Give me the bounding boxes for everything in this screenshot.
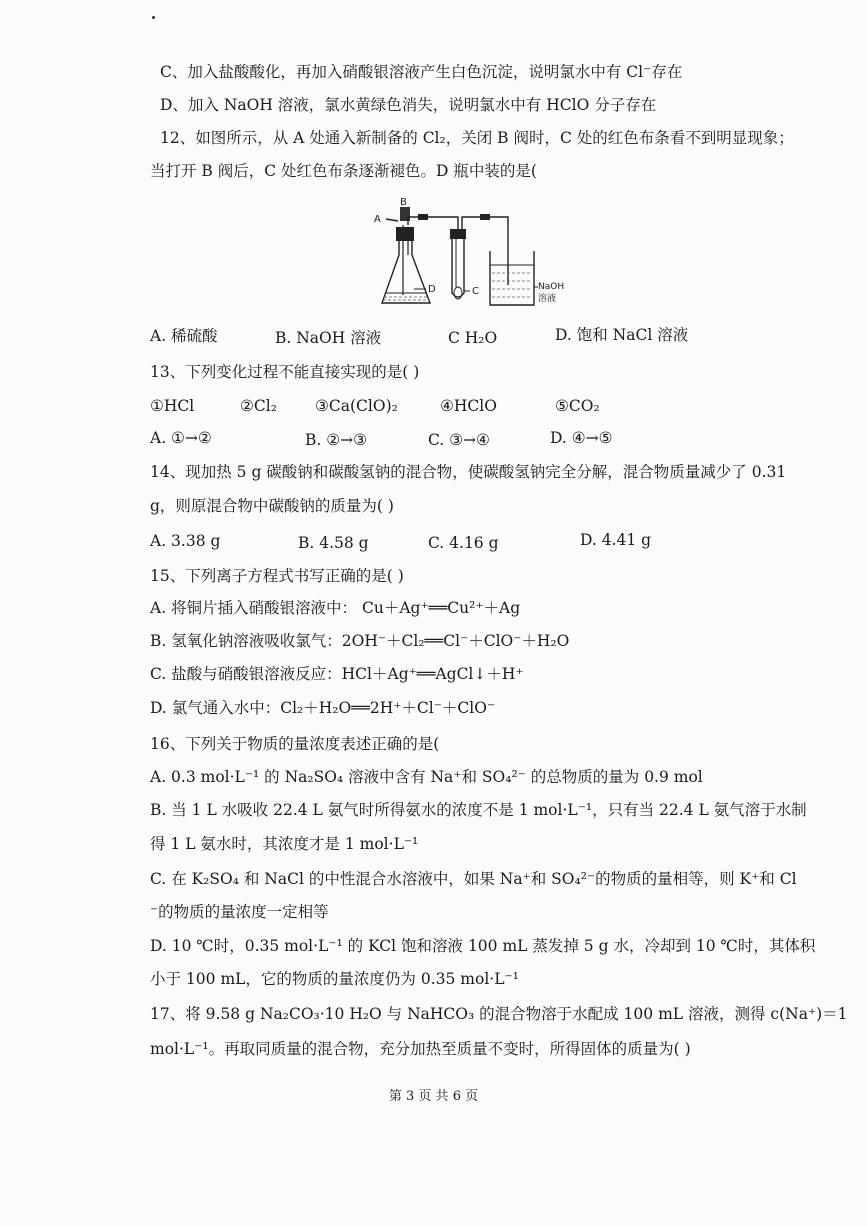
test-tube-c bbox=[452, 239, 464, 297]
q12-option-b: B. NaOH 溶液 bbox=[275, 329, 382, 347]
q11-option-c: C、加入盐酸酸化，再加入硝酸银溶液产生白色沉淀，说明氯水中有 Cl⁻存在 bbox=[160, 63, 683, 81]
test-tube-stopper bbox=[450, 229, 466, 239]
q12-stem-line2: 当打开 B 阀后，C 处红色布条逐渐褪色。D 瓶中装的是( bbox=[150, 162, 537, 180]
connecting-tube-1 bbox=[408, 217, 458, 231]
connecting-tube-2 bbox=[462, 217, 508, 285]
q16-stem: 16、下列关于物质的量浓度表述正确的是( bbox=[150, 735, 440, 753]
q13-option-b: B. ②→③ bbox=[305, 431, 368, 449]
q12-stem-line1: 12、如图所示，从 A 处通入新制备的 Cl₂，关闭 B 阀时，C 处的红色布条看不到明显现象； bbox=[160, 129, 794, 147]
label-solution: 溶液 bbox=[538, 294, 557, 304]
q13-species-3: ③Ca(ClO)₂ bbox=[315, 397, 398, 415]
q13-stem: 13、下列变化过程不能直接实现的是( ) bbox=[150, 363, 420, 381]
q14-stem-line1: 14、现加热 5 g 碳酸钠和碳酸氢钠的混合物，使碳酸氢钠完全分解，混合物质量减少了 0.31 bbox=[150, 463, 787, 481]
q15-option-d: D. 氯气通入水中：Cl₂＋H₂O══2H⁺＋Cl⁻＋ClO⁻ bbox=[150, 699, 496, 717]
inlet-a-line bbox=[386, 219, 398, 221]
q13-species-2: ②Cl₂ bbox=[240, 397, 277, 415]
q12-option-c: C H₂O bbox=[448, 329, 498, 347]
q13-option-c: C. ③→④ bbox=[428, 431, 490, 449]
q14-option-d: D. 4.41 g bbox=[580, 531, 652, 549]
label-naoh: NaOH bbox=[538, 282, 565, 292]
q16-option-d-line2: 小于 100 mL，它的物质的量浓度仍为 0.35 mol·L⁻¹ bbox=[150, 970, 519, 988]
q15-option-b: B. 氢氧化钠溶液吸收氯气：2OH⁻＋Cl₂══Cl⁻＋ClO⁻＋H₂O bbox=[150, 632, 570, 650]
q14-option-b: B. 4.58 g bbox=[298, 534, 369, 552]
q16-option-a: A. 0.3 mol·L⁻¹ 的 Na₂SO₄ 溶液中含有 Na⁺和 SO₄²⁻ 的总物质的量为 0.9 mol bbox=[150, 768, 703, 786]
q16-option-c-line2: ⁻的物质的量浓度一定相等 bbox=[150, 903, 329, 921]
tube-joint-2 bbox=[480, 214, 490, 220]
beaker-liquid bbox=[492, 273, 532, 297]
q14-option-c: C. 4.16 g bbox=[428, 534, 499, 552]
flask-liquid bbox=[383, 297, 429, 300]
label-d: D bbox=[428, 284, 436, 295]
label-b: B bbox=[400, 197, 407, 208]
q12-option-d: D. 饱和 NaCl 溶液 bbox=[555, 326, 689, 344]
q16-option-c-line1: C. 在 K₂SO₄ 和 NaCl 的中性混合水溶液中，如果 Na⁺和 SO₄²⁻的物质的量相等，则 K⁺和 Cl bbox=[150, 870, 797, 888]
q16-option-b-line1: B. 当 1 L 水吸收 22.4 L 氨气时所得氨水的浓度不是 1 mol·L⁻¹，只有当 22.4 L 氨气溶于水制 bbox=[150, 801, 807, 819]
q15-option-a: A. 将铜片插入硝酸银溶液中： Cu＋Ag⁺══Cu²⁺＋Ag bbox=[150, 599, 521, 617]
q16-option-b-line2: 得 1 L 氨水时，其浓度才是 1 mol·L⁻¹ bbox=[150, 835, 419, 853]
apparatus-diagram bbox=[370, 195, 570, 315]
q11-option-d: D、加入 NaOH 溶液，氯水黄绿色消失，说明氯水中有 HClO 分子存在 bbox=[160, 96, 657, 114]
flask-d bbox=[382, 241, 430, 303]
q14-stem-line2: g，则原混合物中碳酸钠的质量为( ) bbox=[150, 497, 394, 515]
page-footer: 第 3 页 共 6 页 bbox=[388, 1089, 479, 1104]
q16-option-d-line1: D. 10 ℃时，0.35 mol·L⁻¹ 的 KCl 饱和溶液 100 mL 蒸发掉 5 g 水，冷却到 10 ℃时，其体积 bbox=[150, 937, 816, 955]
q13-species-4: ④HClO bbox=[440, 397, 497, 415]
q12-option-a: A. 稀硫酸 bbox=[150, 327, 218, 345]
label-c: C bbox=[472, 286, 479, 297]
q14-option-a: A. 3.38 g bbox=[150, 532, 221, 550]
scan-speck bbox=[152, 16, 155, 19]
q15-option-c: C. 盐酸与硝酸银溶液反应：HCl＋Ag⁺══AgCl↓＋H⁺ bbox=[150, 665, 524, 683]
flask-stopper bbox=[396, 227, 414, 241]
label-a: A bbox=[374, 214, 381, 225]
q17-stem-line1: 17、将 9.58 g Na₂CO₃·10 H₂O 与 NaHCO₃ 的混合物溶于水配成 100 mL 溶液，测得 c(Na⁺)＝1 bbox=[150, 1005, 848, 1023]
tube-joint-1 bbox=[418, 214, 428, 220]
q13-species-1: ①HCl bbox=[150, 397, 195, 415]
q13-species-5: ⑤CO₂ bbox=[555, 397, 600, 415]
q13-option-d: D. ④→⑤ bbox=[550, 429, 613, 447]
q15-stem: 15、下列离子方程式书写正确的是( ) bbox=[150, 567, 404, 585]
q17-stem-line2: mol·L⁻¹。再取同质量的混合物，充分加热至质量不变时，所得固体的质量为( ) bbox=[150, 1040, 691, 1058]
q13-option-a: A. ①→② bbox=[150, 429, 212, 447]
